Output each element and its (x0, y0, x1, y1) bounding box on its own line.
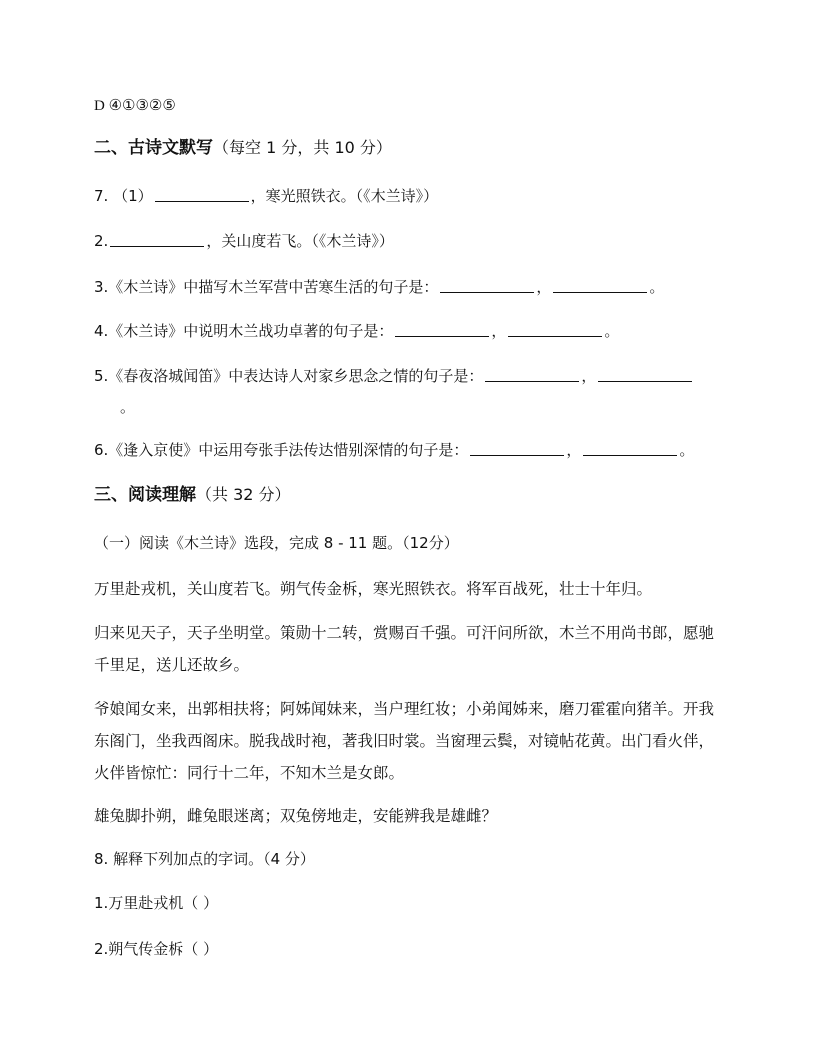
passage-paragraph-2: 归来见天子，天子坐明堂。策勋十二转，赏赐百千强。可汗问所欲，木兰不用尚书郎，愿驰千里足，送儿还故乡。 (94, 624, 715, 674)
section-3-score-note: （共 32 分） (196, 485, 291, 504)
question-7-suffix: ，寒光照铁衣。（《木兰诗》） (250, 187, 439, 205)
question-4-end: 。 (604, 322, 620, 340)
question-4 (94, 321, 619, 341)
section-3-title: 三、阅读理解 (94, 485, 196, 505)
answer-blank[interactable] (553, 277, 647, 293)
answer-blank[interactable] (155, 186, 249, 202)
question-8-item-2: 2.朔气传金柝（ ） (94, 940, 219, 958)
answer-blank[interactable] (440, 277, 534, 293)
passage-paragraph-3: 爷娘闻女来，出郭相扶将；阿姊闻妹来，当户理红妆；小弟闻姊来，磨刀霍霍向猪羊。开我东阁门，坐我西阁床。脱我战时袍，著我旧时裳。当窗理云鬓，对镜帖花黄。出门看火伴，火伴皆惊忙：同行十二年，不知木兰是女郎。 (94, 700, 715, 782)
question-5-end: 。 (120, 398, 136, 416)
answer-blank[interactable] (485, 366, 579, 382)
question-3 (94, 277, 664, 297)
answer-option-d: D ④①③②⑤ (94, 98, 176, 114)
answer-blank[interactable] (583, 440, 677, 456)
section-2-score-note: （每空 1 分，共 10 分） (213, 138, 392, 157)
question-8-item-1: 1.万里赴戎机（ ） (94, 894, 219, 912)
passage-paragraph-1: 万里赴戎机，关山度若飞。朔气传金柝，寒光照铁衣。将军百战死，壮士十年归。 (94, 580, 653, 598)
question-2 (94, 231, 394, 251)
question-5 (94, 366, 694, 386)
question-6-prefix: 6.《逢入京使》中运用夸张手法传达惜别深情的句子是： (94, 441, 469, 459)
answer-blank[interactable] (598, 366, 692, 382)
question-4-sep: ， (491, 322, 507, 340)
answer-blank[interactable] (508, 321, 602, 337)
answer-blank[interactable] (395, 321, 489, 337)
section-3-heading (94, 485, 291, 505)
reading-part-1-intro: （一）阅读《木兰诗》选段，完成 8 - 11 题。（12分） (94, 534, 459, 552)
question-7-prefix: 7. （1） (94, 187, 153, 205)
question-3-sep: ， (536, 278, 552, 296)
section-2-heading (94, 138, 392, 158)
question-5-prefix: 5.《春夜洛城闻笛》中表达诗人对家乡思念之情的句子是： (94, 367, 484, 385)
question-3-end: 。 (649, 278, 665, 296)
question-2-suffix: ，关山度若飞。（《木兰诗》） (206, 232, 394, 250)
question-8: 8. 解释下列加点的字词。（4 分） (94, 850, 315, 868)
question-5-sep: ， (581, 367, 597, 385)
question-6-end: 。 (679, 441, 695, 459)
section-2-title: 二、古诗文默写 (94, 138, 213, 158)
question-3-prefix: 3.《木兰诗》中描写木兰军营中苦寒生活的句子是： (94, 278, 439, 296)
answer-blank[interactable] (110, 231, 204, 247)
question-6-sep: ， (566, 441, 582, 459)
question-4-prefix: 4.《木兰诗》中说明木兰战功卓著的句子是： (94, 322, 394, 340)
answer-blank[interactable] (470, 440, 564, 456)
passage-paragraph-4: 雄兔脚扑朔，雌兔眼迷离；双兔傍地走，安能辨我是雄雌？ (94, 807, 498, 825)
question-2-prefix: 2. (94, 232, 109, 250)
question-7 (94, 186, 438, 206)
question-6 (94, 440, 694, 460)
